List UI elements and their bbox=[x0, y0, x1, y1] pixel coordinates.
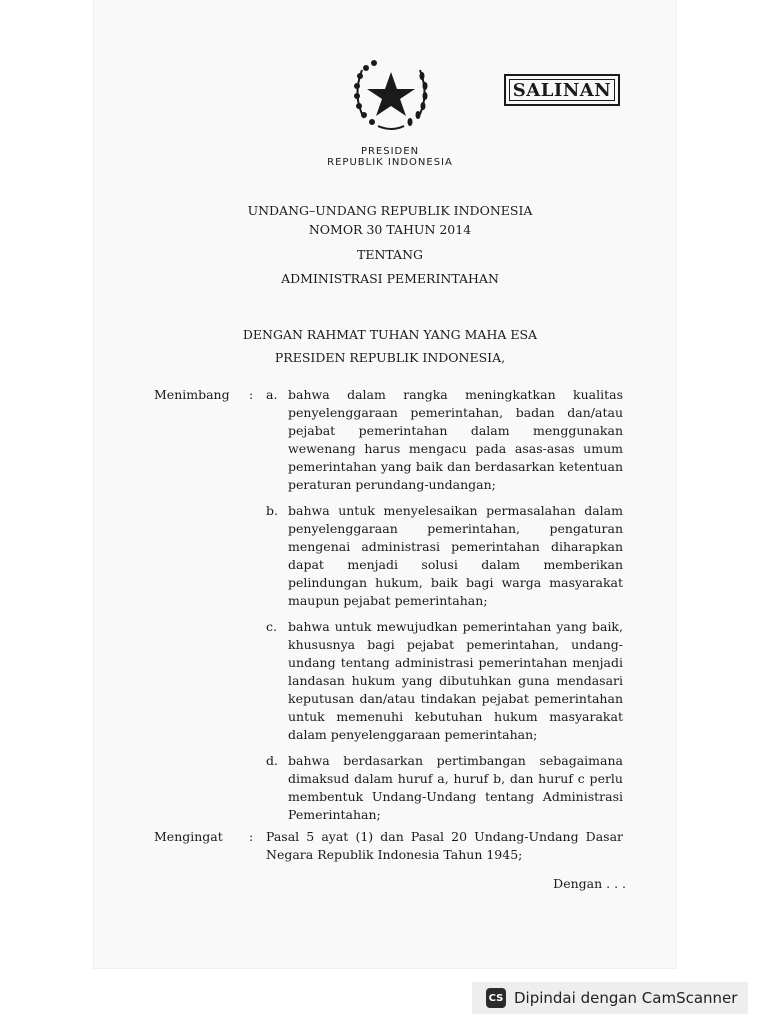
item-b-letter: b. bbox=[266, 503, 278, 518]
item-b-text: bahwa untuk menyelesaikan permasalahan dalam penyelenggaraan pemerintahan, pengaturan mengenai administrasi pemerintahan diharapkan dapat menjadi solusi dalam memberikan pelindungan hukum, baik bagi warga masyarakat maupun pejabat pemerintahan; bbox=[288, 503, 623, 608]
menimbang-label: Menimbang bbox=[154, 387, 230, 402]
office-title: PRESIDEN bbox=[360, 146, 420, 157]
camscanner-logo-icon: CS bbox=[486, 988, 506, 1008]
mengingat-colon: : bbox=[249, 829, 254, 844]
stamp-salinan bbox=[504, 74, 620, 106]
item-a-letter: a. bbox=[266, 387, 278, 402]
item-d-letter: d. bbox=[266, 753, 278, 768]
stamp-text: SALINAN bbox=[512, 79, 612, 101]
item-d-text: bahwa berdasarkan pertimbangan sebagaimana dimaksud dalam huruf a, huruf b, dan huruf c perlu membentuk Undang-Undang tentang Administrasi Pemerintahan; bbox=[288, 753, 623, 822]
item-c-text: bahwa untuk mewujudkan pemerintahan yang baik, khususnya bagi pejabat pemerintahan, undang-undang tentang administrasi pemerintahan menjadi landasan hukum yang dibutuhkan guna mendasari keputusan dan/atau tindakan pejabat pemerintahan untuk memenuhi kebutuhan hukum masyarakat dalam penyelenggaraan pemerintahan; bbox=[288, 619, 623, 742]
law-about: TENTANG bbox=[356, 247, 423, 262]
law-subject: ADMINISTRASI PEMERINTAHAN bbox=[281, 271, 499, 286]
item-c-letter: c. bbox=[266, 619, 277, 634]
presidential-seal-icon bbox=[348, 56, 434, 132]
mengingat-text: Pasal 5 ayat (1) dan Pasal 20 Undang-Undang Dasar Negara Republik Indonesia Tahun 1945; bbox=[266, 829, 623, 862]
law-title-line1: UNDANG–UNDANG REPUBLIK INDONESIA bbox=[247, 203, 533, 218]
preamble-line2: PRESIDEN REPUBLIK INDONESIA, bbox=[274, 350, 506, 365]
stamp-border bbox=[509, 79, 615, 101]
camscanner-text: Dipindai dengan CamScanner bbox=[514, 989, 738, 1007]
mengingat-label: Mengingat bbox=[154, 829, 223, 844]
office-subtitle: REPUBLIK INDONESIA bbox=[327, 157, 453, 168]
item-a-text: bahwa dalam rangka meningkatkan kualitas penyelenggaraan pemerintahan, badan dan/atau pejabat pemerintahan dalam menggunakan wewenang harus mengacu pada asas-asas umum pemerintahan yang baik dan berdasarkan ketentuan peraturan perundang-undangan; bbox=[288, 387, 623, 492]
menimbang-colon: : bbox=[249, 387, 254, 402]
preamble-line1: DENGAN RAHMAT TUHAN YANG MAHA ESA bbox=[242, 327, 538, 342]
law-number: NOMOR 30 TAHUN 2014 bbox=[308, 222, 472, 237]
camscanner-watermark bbox=[472, 982, 748, 1014]
page-continuation: Dengan . . . bbox=[553, 876, 626, 891]
